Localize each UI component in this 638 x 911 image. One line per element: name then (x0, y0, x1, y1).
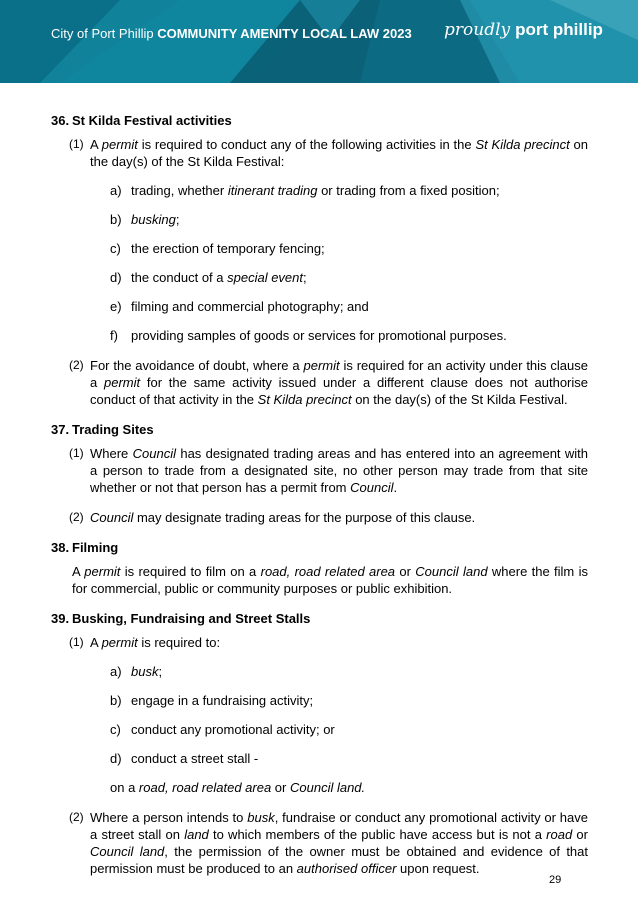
logo-text: port phillip (515, 20, 603, 39)
clause-37-2 (69, 509, 588, 526)
port-phillip-logo (444, 20, 603, 50)
list-item: d) the conduct of a special event; (110, 270, 307, 285)
section-title: Busking, Fundraising and Street Stalls (72, 611, 311, 626)
clause-text: For the avoidance of doubt, where a permit is required for an activity under this clause a permit for the same activity issued under a different clause does not authorise conduct of that activity in the St Kilda precinct on the day(s) of the St Kilda Festival. (90, 358, 588, 407)
document-title (51, 26, 412, 41)
section-number: 37. (51, 422, 70, 437)
list-item: d) conduct a street stall - (110, 751, 259, 766)
list-item: b) engage in a fundraising activity; (110, 693, 314, 708)
list-item: c) the erection of temporary fencing; (110, 241, 325, 256)
title-prefix: City of Port Phillip (51, 26, 158, 41)
section-39-heading (51, 610, 588, 627)
list-item: a) trading, whether itinerant trading or trading from a fixed position; (110, 183, 500, 198)
section-title: Trading Sites (72, 422, 154, 437)
section-37-heading (51, 421, 588, 438)
clause-number: (2) (69, 810, 84, 824)
clause-number: (2) (69, 510, 84, 524)
list-item: e) filming and commercial photography; and (110, 299, 369, 314)
clause-36-2 (69, 357, 588, 408)
clause-39-2 (69, 809, 588, 877)
section-36-heading (51, 112, 588, 129)
clause-number: (1) (69, 137, 84, 151)
clause-text: A permit is required to: (90, 635, 221, 650)
clause-text: A permit is required to conduct any of the following activities in the St Kilda precinct on the day(s) of the St Kilda Festival: (90, 137, 589, 169)
list-continuation: on a road, road related area or Council land. (110, 780, 366, 795)
section-38-heading (51, 539, 588, 556)
section-number: 39. (51, 611, 70, 626)
clause-36-1 (69, 136, 588, 170)
section-title: St Kilda Festival activities (72, 113, 232, 128)
clause-number: (2) (69, 358, 84, 372)
page-header (0, 0, 638, 83)
document-body (51, 112, 588, 877)
section-number: 38. (51, 540, 70, 555)
section-title: Filming (72, 540, 119, 555)
clause-number: (1) (69, 635, 84, 649)
section-number: 36. (51, 113, 70, 128)
clause-number: (1) (69, 446, 84, 460)
clause-text: Council may designate trading areas for the purpose of this clause. (90, 510, 476, 525)
list-item: c) conduct any promotional activity; or (110, 722, 335, 737)
section-38-paragraph: A permit is required to film on a road, road related area or Council land where the film is for commercial, public or community purposes or public exhibition. (72, 564, 588, 596)
title-main: COMMUNITY AMENITY LOCAL LAW 2023 (157, 26, 412, 41)
clause-39-1 (69, 634, 588, 651)
page-number: 29 (549, 874, 562, 886)
list-item: f) providing samples of goods or services for promotional purposes. (110, 328, 507, 343)
clause-text: Where a person intends to busk, fundraise or conduct any promotional activity or have a street stall on land to which members of the public have access but is not a road or Council land, the permission of the owner must be obtained and evidence of that permission must be produced to an authorised officer upon request. (90, 810, 589, 876)
logo-script-text: proudly (444, 20, 511, 40)
list-item: b) busking; (110, 212, 180, 227)
clause-37-1 (69, 445, 588, 496)
clause-text: Where Council has designated trading areas and has entered into an agreement with a person to trade from a designated site, no other person may trade from that site whether or not that person has a permit from Council. (90, 446, 589, 495)
list-item: a) busk; (110, 664, 163, 679)
